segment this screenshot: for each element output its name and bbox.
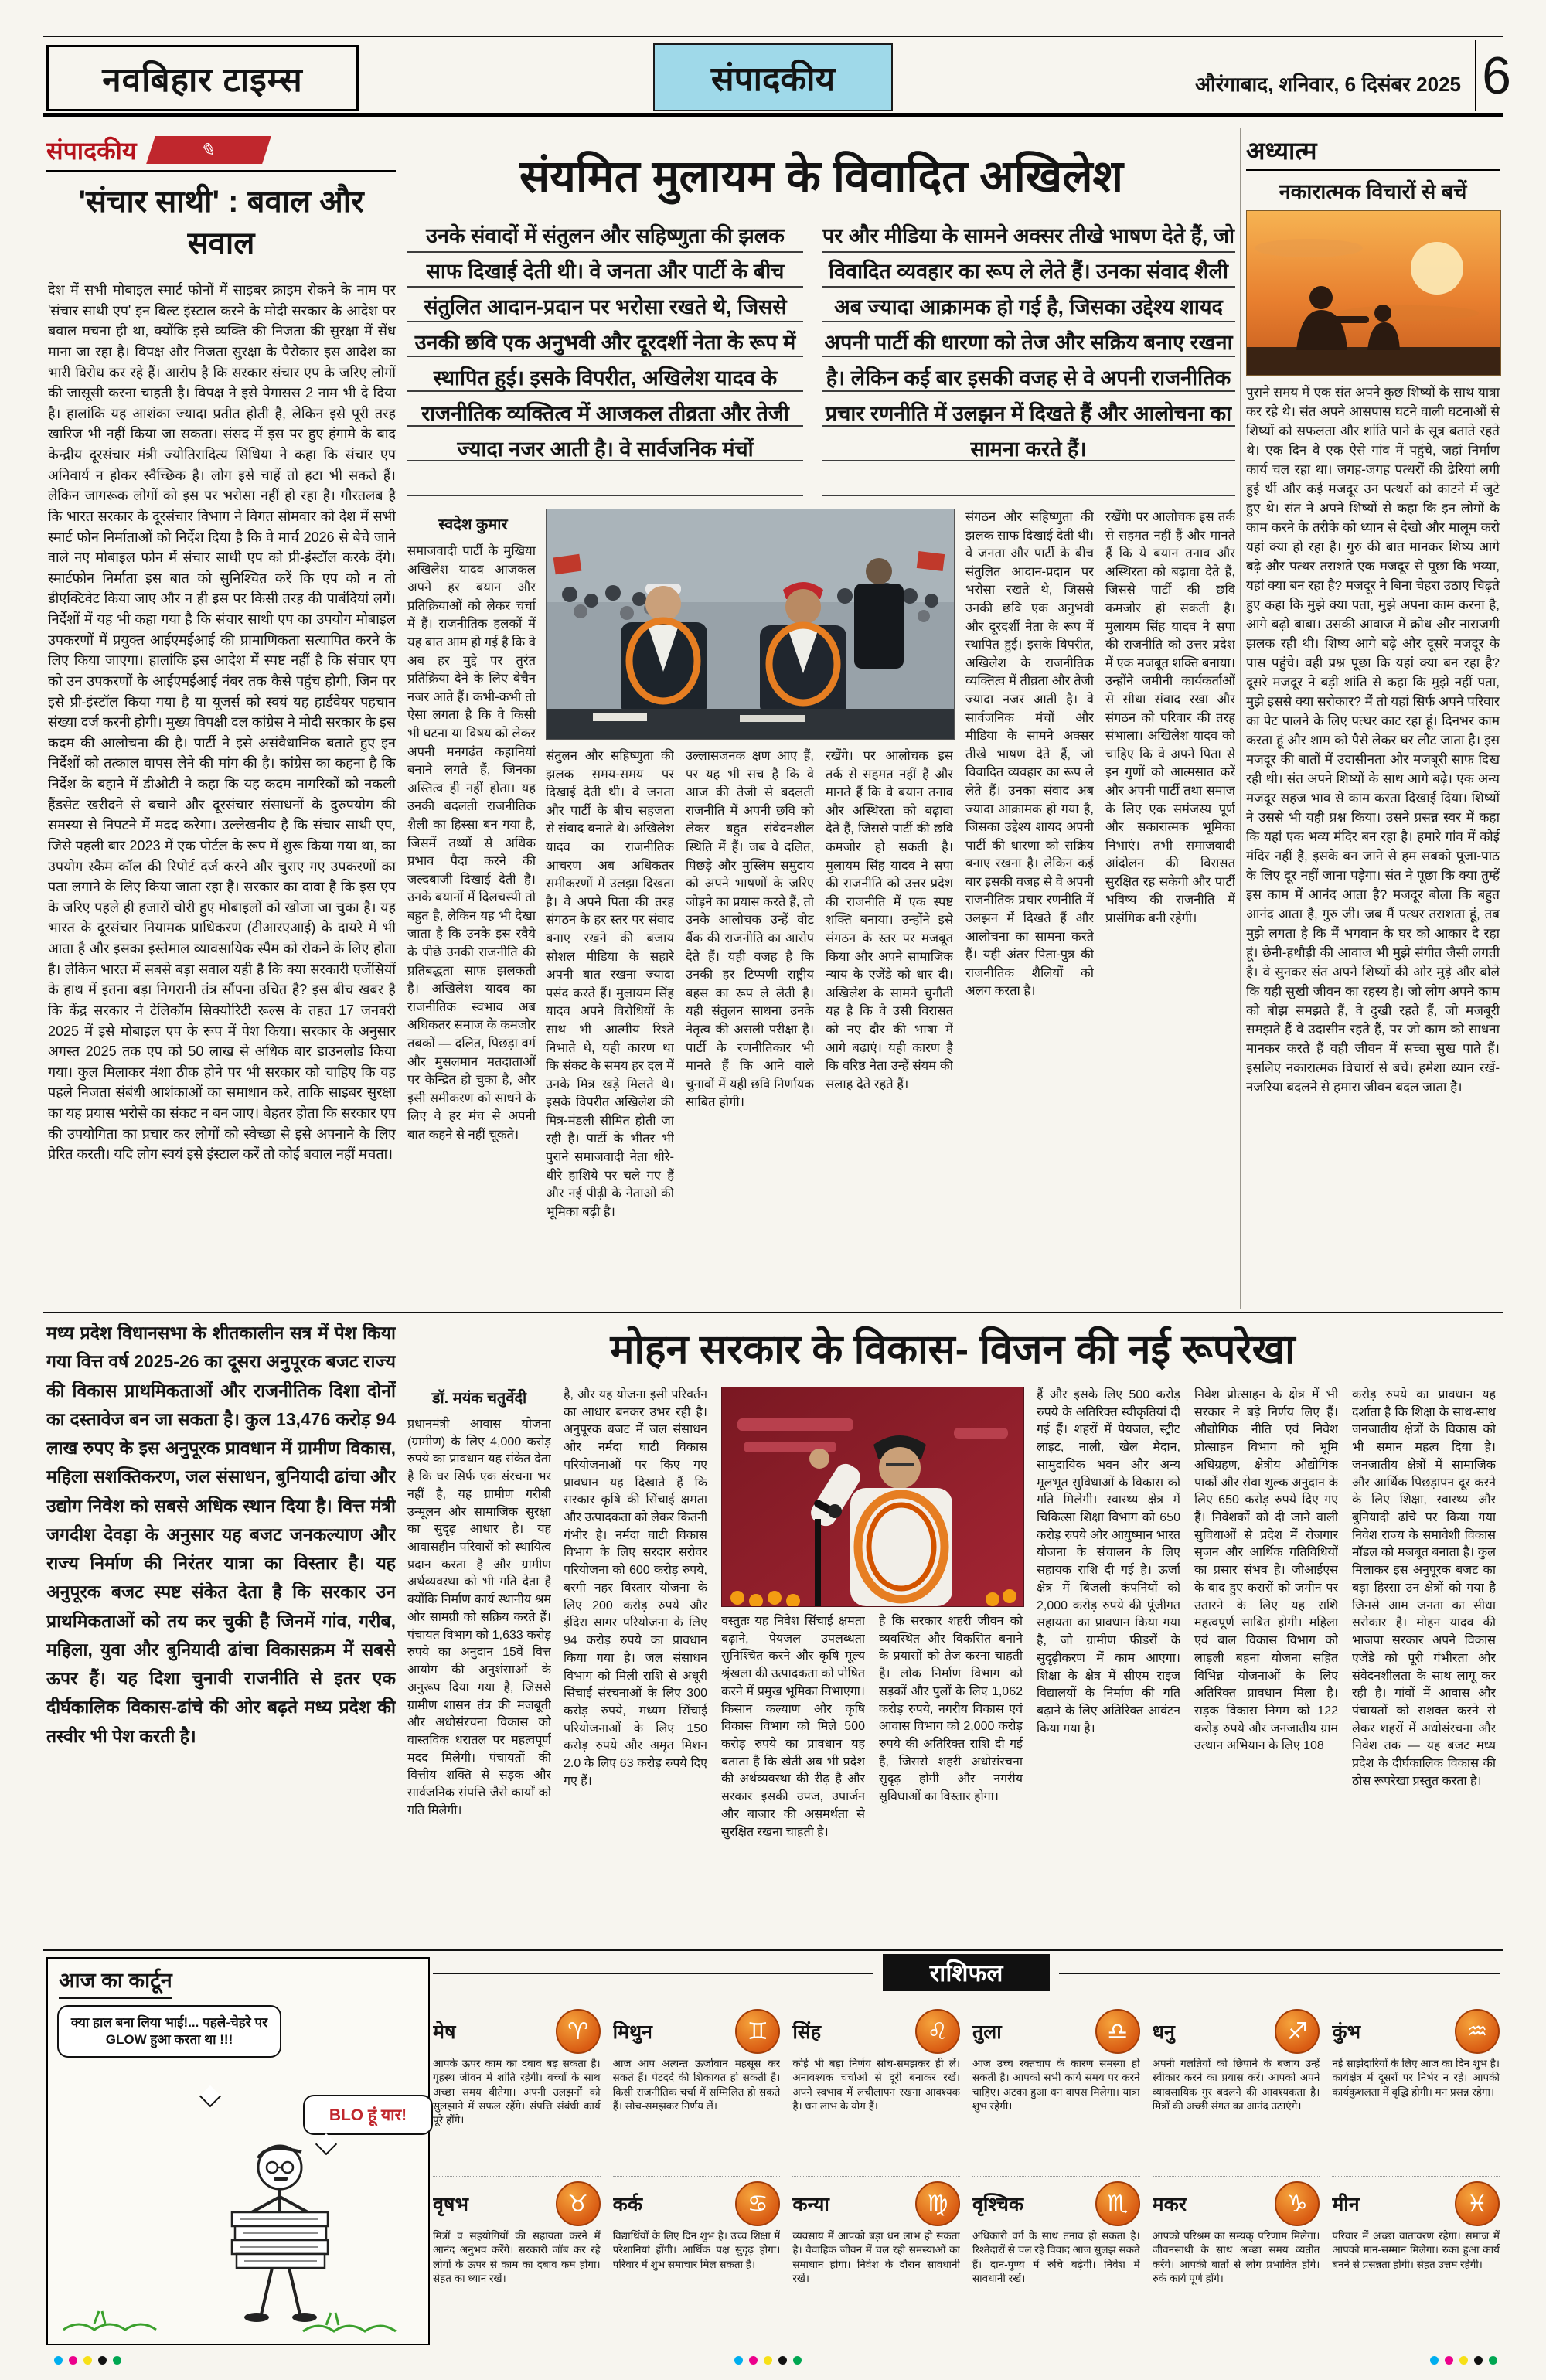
sign-text: आज उच्च रक्तचाप के कारण समस्या हो सकती है। आपको सभी कार्य समय पर करने चाहिए। अटका हुआ धन वापस मिलेगा। यात्रा शुभ रहेगी। bbox=[972, 2058, 1140, 2113]
pencil-icon: ✎ bbox=[146, 136, 271, 164]
leo-icon: ♌ bbox=[915, 2009, 960, 2054]
sunset-photo bbox=[1246, 210, 1501, 376]
mohan-byline: डॉ. मयंक चतुर्वेदी bbox=[431, 1390, 527, 1407]
article-column-3: उल्लासजनक क्षण आए हैं, पर यह भी सच है कि वे आज की तेजी से बदलती राजनीति में अपनी छवि को लेकर बहुत संवेदनशील स्थिति में हैं। जब वे दलित, पिछड़े और मुस्लिम समुदाय को अपने भाषणों के जरिए जोड़ने का प्रयास करते हैं, तो उनके आलोचक उन्हें वोट बैंक की राजनीति का आरोप देते हैं। यही वजह है कि उनकी हर टिप्पणी राष्ट्रीय बहस का रूप ले लेती है। यही संतुलन साधना उनके नेतृत्व की असली परीक्षा है। पार्टी के रणनीतिकार भी मानते हैं कि आने वाले चुनावों में यही छवि निर्णायक साबित होगी। bbox=[686, 749, 814, 1110]
masthead bbox=[46, 45, 359, 111]
sign-name: वृश्चिक bbox=[972, 2194, 1024, 2215]
mohan-column-7: करोड़ रुपये का प्रावधान यह दर्शाता है कि शिक्षा के साथ-साथ जनजातीय क्षेत्रों के विकास को भी समान महत्व दिया है। जनजातीय क्षेत्रों में सामाजिक और आर्थिक पिछड़ापन दूर करने के लिए शिक्षा, स्वास्थ्य और बुनियादी ढांचे पर किया गया निवेश राज्य के समावेशी विकास मॉडल को मजबूत बनाता है। कुल मिलाकर इस अनुपूरक बजट का बड़ा हिस्सा उन क्षेत्रों को गया है जिनसे आम जनता का सीधा सरोकार है। मोहन यादव की भाजपा सरकार अपने विकास एजेंडे को पूरी गंभीरता और संवेदनशीलता के साथ लागू कर रही है। गांवों में आवास और पंचायतों को सशक्त करने से लेकर शहरों में अधोसंरचना और निवेश तक — यह बजट मध्य प्रदेश के दीर्घकालिक विकास की ठोस रूपरेखा प्रस्तुत करता है। bbox=[1352, 1388, 1496, 1788]
main-intro-left: उनके संवादों में संतुलन और सहिष्णुता की झलक साफ दिखाई देती थी। वे जनता और पार्टी के बीच संतुलित आदान-प्रदान पर भरोसा रखते थे, जिससे उनकी छवि एक अनुभवी और दूरदर्शी नेता के रूप में स्थापित हुई। इसके विपरीत, अखिलेश यादव के राजनीतिक व्यक्तित्व में आजकल तीव्रता और तेजी ज्यादा नजर आती है। वे सार्वजनिक मंचों bbox=[407, 218, 803, 502]
mohan-photo-illustration bbox=[722, 1387, 1023, 1606]
rally-photo-illustration bbox=[547, 509, 954, 739]
section-divider bbox=[43, 1312, 1503, 1313]
cartoon-box bbox=[46, 1957, 430, 2345]
header-rule bbox=[43, 113, 1503, 121]
main-headline: संयमित मुलायम के विवादित अखिलेश bbox=[519, 152, 1123, 202]
speech-bubble-1: क्या हाल बना लिया भाई!... पहले-चेहरे पर GLOW हुआ करता था !!! bbox=[57, 2005, 281, 2058]
sign-text: परिवार में अच्छा वातावरण रहेगा। समाज में आपको मान-सम्मान मिलेगा। रुका हुआ कार्य बनने से प्रसन्नता होगी। सेहत उत्तम रहेगी। bbox=[1332, 2230, 1500, 2270]
cartoon-illustration bbox=[48, 2075, 425, 2341]
sign-text: विद्यार्थियों के लिए दिन शुभ है। उच्च शिक्षा में परेशानियां होंगी। आर्थिक पक्ष सुदृढ़ होगा। परिवार में शुभ समाचार मिल सकता है। bbox=[612, 2230, 781, 2270]
sunset-photo-illustration bbox=[1247, 211, 1500, 375]
section-banner-label: संपादकीय bbox=[710, 60, 836, 98]
sign-text: मित्रों व सहयोगियों की सहायता करने में आनंद अनुभव करेंगे। सरकारी जॉब कर रहे लोगों के ऊपर से काम का दबाव कम होगा। सेहत का ध्यान रखें। bbox=[433, 2230, 601, 2285]
sagittarius-icon: ♐ bbox=[1275, 2009, 1320, 2054]
zodiac-meen bbox=[1332, 2176, 1500, 2342]
sign-text: कोई भी बड़ा निर्णय सोच-समझकर ही लें। अनावश्यक चर्चाओं से दूरी बनाकर रखें। अपने स्वभाव में लचीलापन रखना आवश्यक है। धन लाभ के योग हैं। bbox=[792, 2058, 960, 2113]
mohan-column-2: है, और यह योजना इसी परिवर्तन का आधार बनकर उभर रही है। अनुपूरक बजट में जल संसाधन और नर्मदा घाटी विकास परियोजनाओं पर किए गए प्रावधान यह दिखाते हैं कि सरकार कृषि की सिंचाई क्षमता और उत्पादकता को लेकर कितनी गंभीर है। नर्मदा घाटी विकास विभाग के लिए सरदार सरोवर परियोजना को 600 करोड़ रुपये, बरगी नहर विस्तार योजना के लिए 200 करोड़ रुपये और इंदिरा सागर परियोजना के लिए 94 करोड़ रुपये का प्रावधान किया गया है। जल संसाधन विभाग को मिली राशि से अधूरी सिंचाई संरचनाओं के लिए 300 करोड़ रुपये, मध्यम सिंचाई परियोजनाओं के लिए 150 करोड़ रुपये और अमृत मिशन 2.0 के लिए 63 करोड़ रुपये दिए गए हैं। bbox=[564, 1388, 707, 1788]
section-banner bbox=[653, 43, 893, 111]
sign-name: कर्क bbox=[612, 2194, 643, 2215]
horoscope-title: राशिफल bbox=[883, 1954, 1050, 1991]
libra-icon: ♎ bbox=[1095, 2009, 1140, 2054]
zodiac-kanya bbox=[792, 2176, 960, 2342]
editorial-label-text: संपादकीय bbox=[46, 136, 137, 165]
mohan-headline: मोहन सरकार के विकास- विजन की नई रूपरेखा bbox=[610, 1327, 1296, 1372]
sign-text: नई साझेदारियों के लिए आज का दिन शुभ है। कार्यक्षेत्र में दूसरों पर निर्भर न रहें। आपकी कार्यकुशलता में वृद्धि होगी। मन प्रसन्न रहेगा। bbox=[1332, 2058, 1500, 2098]
sign-name: कन्या bbox=[792, 2194, 829, 2215]
page-number: 6 bbox=[1475, 40, 1517, 111]
zodiac-makar bbox=[1153, 2176, 1320, 2342]
mohan-photo bbox=[721, 1387, 1024, 1607]
cancer-icon: ♋ bbox=[735, 2181, 780, 2226]
sign-text: आपके ऊपर काम का दबाव बढ़ सकता है। गृहस्थ जीवन में शांति रहेगी। बच्चों के साथ अच्छा समय बीतेगा। अपनी उलझनों को सुलझाने में सफल रहेंगे। संपत्ति संबंधी कार्य पूरे होंगे। bbox=[433, 2058, 601, 2126]
spiritual-body: पुराने समय में एक संत अपने कुछ शिष्यों के साथ यात्रा कर रहे थे। संत अपने आसपास घटने वाली घटनाओं से शिष्यों को सफलता और शांति पाने के सूत्र बताते रहते थे। एक दिन वे एक ऐसे गांव में पहुंचे, जहां निर्माण कार्य चल रहा था। जगह-जगह पत्थरों की ढेरियां लगी हुई थीं और कई मजदूर उन पत्थरों को काटने में जुटे हुए थे। संत ने अपने शिष्यों से कहा कि इन लोगों के काम करने के तरीके को ध्यान से देखो और मालूम करो यहां क्या हो रहा है। गुरु की बात मानकर शिष्य आगे बढ़े और पत्थर तराशते एक मजदूर से पूछा कि भय्या, यहां क्या बन रहा है? मजदूर ने बिना चेहरा उठाए चिढ़ते हुए कहा कि मुझे क्या पता, मुझे अपना काम करना है, आगे बढ़ो बाबा। उसकी आवाज में क्रोध और नाराजगी झलक रही थी। शिष्य आगे बढ़े और दूसरे मजदूर के पास पहुंचे। वही प्रश्न पूछा कि यहां क्या बन रहा है? दूसरे मजदूर ने बड़ी शांति से कहा कि मुझे नहीं पता, मुझे इससे क्या सरोकार? मैं तो यहां सिर्फ अपने परिवार का पेट पालने के लिए पत्थर काट रहा हूं। दिनभर काम करता हूं और शाम को पैसे लेकर घर लौट जाता है। इस मजदूर की बातों में उदासीनता और मजबूरी साफ दिख रही थी। संत अपने शिष्यों के साथ आगे बढ़े। एक अन्य मजदूर सहज भाव से काम करता दिखाई दिया। शिष्यों ने उससे भी यही प्रश्न किया। उसने प्रसन्न स्वर में कहा कि यहां एक भव्य मंदिर बन रहा है। हमारे गांव में कोई मंदिर नहीं है, इसके बन जाने से हम सबको पूजा-पाठ के लिए दूर नहीं जाना पड़ेगा। संत ने पूछा कि क्या तुम्हें इस काम में आनंद आता है? मजदूर बोला कि बहुत आनंद आता है, गुरु जी। जब मैं पत्थर तराशता हूं, तब मुझे लगता है कि मैं भगवान के घर को आकार दे रहा हूं। छेनी-हथौड़ी की आवाज भी मुझे संगीत जैसी लगती है। वे सुनकर संत अपने शिष्यों की ओर मुड़े और बोले कि यही सुखी जीवन का रहस्य है। जो लोग अपने काम को बोझ समझते हैं, वे दुखी रहते हैं, जो मजबूरी समझते हैं वे उदासीन रहते हैं, पर जो काम को साधना मानकर करते हैं वही जीवन में सच्चा सुख पाते हैं। इसलिए नकारात्मक विचारों से बचें। हमेशा ध्यान रखें- नजरिया बदलने से हमारा जीवन बदल जाता है। bbox=[1246, 385, 1500, 1095]
zodiac-singh bbox=[792, 2004, 960, 2170]
article-column-1: समाजवादी पार्टी के मुखिया अखिलेश यादव आजकल अपने हर बयान और प्रतिक्रियाओं को लेकर चर्चा में हैं। राजनीतिक हलकों में यह बात आम हो गई है कि वे अब हर मुद्दे पर तुरंत प्रतिक्रिया देने के लिए बेचैन नजर आते हैं। कभी-कभी तो ऐसा लगता है कि वे किसी भी घटना या विषय को लेकर अपनी मनगढ़ंत कहानियां बनाने लगते हैं, जिनका अस्तित्व ही नहीं होता। यह उनकी बदलती राजनीतिक शैली का हिस्सा बन गया है, जिसमें तथ्यों से अधिक प्रभाव पैदा करने की जल्दबाजी दिखाई देती है। उनके बयानों में दिलचस्पी तो बहुत है, लेकिन यह भी देखा जाता है कि उनके इस रवैये के पीछे उनकी राजनीति की प्रतिबद्धता साफ झलकती है। अखिलेश यादव का राजनीतिक स्वभाव अब अधिकतर समाज के कमजोर तबकों — दलित, पिछड़ा वर्ग और मुसलमान मतदाताओं पर केन्द्रित हो चुका है, और इसी समीकरण को साधने के लिए वे हर मंच से अपनी बात कहने से नहीं चूकते। bbox=[407, 544, 536, 1142]
sign-text: व्यवसाय में आपको बड़ा धन लाभ हो सकता है। वैवाहिक जीवन में चल रही समस्याओं का समाधान होगा। निवेश के दौरान सावधानी रखें। bbox=[792, 2230, 960, 2285]
top-rule bbox=[43, 36, 1503, 37]
zodiac-dhanu bbox=[1153, 2004, 1320, 2170]
sign-text: आज आप अत्यन्त ऊर्जावान महसूस कर सकते हैं। पेटदर्द की शिकायत हो सकती है। किसी राजनीतिक चर्चा में सम्मिलित हो सकते हैं। सोच-समझकर निर्णय लें। bbox=[612, 2058, 781, 2113]
virgo-icon: ♍ bbox=[915, 2181, 960, 2226]
sign-name: मिथुन bbox=[612, 2021, 652, 2043]
left-article-body: देश में सभी मोबाइल स्मार्ट फोनों में साइबर क्राइम रोकने के नाम पर 'संचार साथी एप' इन बिल्ट इंस्टाल करने के मोदी सरकार के आदेश पर बवाल मचना ही था, क्योंकि इसे व्यक्ति की निजता की सुरक्षा में सेंध माना जा रहा है। विपक्ष और निजता सुरक्षा के पैरोकार इस आदेश का भारी विरोध कर रहे हैं। आरोप है कि सरकार संचार एप के जरिए लोगों की जासूसी करना चाहती है। विपक्ष ने इसे पेगासस 2 नाम भी दे दिया है। हालांकि यह आशंका ज्यादा प्रतीत होती है, लेकिन इसे पूरी तरह खारिज भी नहीं किया जा सकता। संसद में इस पर हुए हंगामे के बाद केन्द्रीय दूरसंचार मंत्री ज्योतिरादित्य सिंधिया ने कहा कि संचार एप अनिवार्य न होकर स्वैच्छिक है। लोग इसे चाहें तो हटा भी सकते हैं। लेकिन जागरूक लोगों को इस पर भरोसा नहीं हो रहा है। गौरतलब है कि भारत सरकार के दूरसंचार विभाग ने विगत सोमवार को देश में सभी स्मार्ट फोन निर्माताओं को निर्देश दिया है कि वे मार्च 2026 से बेचे जाने वाले नए मोबाइल फोन में संचार साथी एप को प्री-इंस्टॉल करके देंगे। स्मार्टफोन निर्माता इस बात को सुनिश्चित करें कि एप को न तो डीएक्टिवेट किया जाए और न ही इस पर किसी तरह की पाबंदियां लगें। निर्देशों में यह भी कहा गया है कि संचार साथी एप का उपयोग मोबाइल उपकरणों में प्रयुक्त आईएमईआई की प्रामाणिकता सत्यापित करने के लिए किया जाएगा। हालांकि इस आदेश में स्पष्ट नहीं है कि संचार एप को उन उपकरणों के आईएमईआई नंबर तक कैसे पहुंच होगी, जिन पर इसे प्री-इंस्टॉल किया गया है या यूजर्स को स्वयं यह हार्डवेयर पहचान संख्या दर्ज करनी होगी। मुख्य विपक्षी दल कांग्रेस ने मोदी सरकार के इस कदम की आलोचना की है। पार्टी ने इसे असंवैधानिक बताते हुए इन निर्देशों को तत्काल वापस लेने की मांग की है। कांग्रेस का कहना है कि निर्देश के बहाने में डीओटी ने कहा कि यह कदम नागरिकों को नकली हैंडसेट खरीदने से बचाने और दूरसंचार संसाधनों के दुरुपयोग की समस्या से निपटने में मदद करेगा। उल्लेखनीय है कि संचार साथी एप, जिसे पहली बार 2023 में एक पोर्टल के रूप में शुरू किया गया था, का उपयोग स्कैम कॉल की रिपोर्ट दर्ज करने और चुराए गए उपकरणों का पता लगाने के लिए किया जाता रहा है। सरकार का दावा है कि इस एप के जरिए पहले ही हजारों चोरी हुए मोबाइलों को खोजा जा चुका है। यह भारत के दूरसंचार नियामक प्राधिकरण (टीआरएआई) के दायरे में भी आता है और इसका इस्तेमाल व्यावसायिक स्पैम को रोकने के लिए होता है। लेकिन भारत में सबसे बड़ा सवाल यही है कि क्या सरकारी एजेंसियों के हाथ में इतना बड़ा निगरानी तंत्र सौंपना उचित है? इस बीच खबर है कि केंद्र सरकार ने टेलिकॉम सिक्योरिटी रूल्स के तहत 17 जनवरी 2025 में इसे मोबाइल एप के रूप में पेश किया। सरकार के अनुसार अगस्त 2025 तक एप को 50 लाख से अधिक बार डाउनलोड किया गया। कुल मिलाकर मंशा ठीक होने पर भी सरकार को चाहिए कि वह पहले निजता संबंधी आशंकाओं का समाधान करे, ताकि साइबर सुरक्षा का यह प्रयास भरोसे का संकट न बन जाए। बेहतर होता कि सरकार एप की उपयोगिता का प्रचार कर लोगों को स्वेच्छा से इसे अपनाने के लिए प्रेरित करती। यदि लोग स्वयं इसे इंस्टाल करें तो कोई बवाल नहीं मचता। bbox=[48, 282, 396, 1163]
left-article-title: 'संचार साथी' : बवाल और सवाल bbox=[78, 185, 364, 260]
zodiac-mithun bbox=[613, 2004, 781, 2170]
print-registration-dots bbox=[1430, 2356, 1497, 2365]
section-divider bbox=[43, 1949, 1503, 1951]
column-divider bbox=[1240, 128, 1241, 1309]
sign-name: मीन bbox=[1332, 2194, 1360, 2215]
zodiac-kark bbox=[613, 2176, 781, 2342]
speech-bubble-2: BLO हूं यार! bbox=[303, 2095, 433, 2135]
spiritual-title: नकारात्मक विचारों से बचें bbox=[1279, 180, 1467, 203]
main-byline: स्वदेश कुमार bbox=[438, 516, 508, 533]
sign-name: मेष bbox=[433, 2021, 456, 2043]
sign-text: आपको परिश्रम का सम्यक् परिणाम मिलेगा। जीवनसाथी के साथ अच्छा समय व्यतीत करेंगे। आपकी बातों से लोग प्रभावित होंगे। रुके कार्य पूर्ण होंगे। bbox=[1152, 2230, 1320, 2285]
mohan-column-5: हैं और इसके लिए 500 करोड़ रुपये के अतिरिक्त स्वीकृतियां दी गई हैं। शहरों में पेयजल, स्ट्रीट लाइट, नाली, खेल मैदान, सामुदायिक भवन और अन्य मूलभूत सुविधाओं के विकास को गति मिलेगी। स्वास्थ्य क्षेत्र में चिकित्सा शिक्षा विभाग को 650 करोड़ रुपये और आयुष्मान भारत योजना के संचालन के लिए सहायक राशि दी गई है। ऊर्जा क्षेत्र में बिजली कंपनियों को 2,000 करोड़ रुपये की पूंजीगत सहायता का प्रावधान किया गया है, जो ग्रामीण फीडरों के सुदृढ़ीकरण में काम आएगा। शिक्षा के क्षेत्र में सीएम राइज विद्यालयों के निर्माण की गति बढ़ाने के लिए अतिरिक्त आवंटन किया गया है। bbox=[1037, 1388, 1180, 1735]
mohan-column-1: प्रधानमंत्री आवास योजना (ग्रामीण) के लिए 4,000 करोड़ रुपये का प्रावधान यह संकेत देता है कि घर सिर्फ एक संरचना भर नहीं है, यह ग्रामीण गरीबी उन्मूलन और सामाजिक सुरक्षा का सुदृढ़ आधार है। यह आवासहीन परिवारों को स्थायित्व प्रदान करता है और ग्रामीण अर्थव्यवस्था को भी गति देता है क्योंकि निर्माण कार्य स्थानीय श्रम और सामग्री को सक्रिय करते हैं। पंचायत विभाग को 1,633 करोड़ रुपये का अनुदान 15वें वित्त आयोग की अनुशंसाओं के अनुरूप दिया गया है, जिससे ग्रामीण शासन तंत्र की मजबूती और अधोसंरचना विकास को वास्तविक धरातल पर महत्वपूर्ण मदद मिलेगी। पंचायतों की वित्तीय शक्ति से सड़क और सार्वजनिक संपत्ति जैसे कार्यों को गति मिलेगी। bbox=[407, 1418, 551, 1817]
zodiac-vrishchik bbox=[972, 2176, 1140, 2342]
mohan-column-4: है कि सरकार शहरी जीवन को व्यवस्थित और विकसित बनाने के प्रयासों को तेज करना चाहती है। लोक निर्माण विभाग को सड़कों और पुलों के लिए 1,062 करोड़ रुपये, नगरीय विकास एवं आवास विभाग को 2,000 करोड़ रुपये की अतिरिक्त राशि दी गई है, जिससे शहरी अधोसंरचना सुदृढ़ होगी और नगरीय सुविधाओं का विस्तार होगा। bbox=[879, 1615, 1023, 1804]
editorial-section-label bbox=[46, 130, 396, 172]
sign-name: कुंभ bbox=[1332, 2021, 1361, 2043]
taurus-icon: ♉ bbox=[556, 2181, 601, 2226]
print-registration-dots bbox=[734, 2356, 802, 2365]
sign-name: वृषभ bbox=[433, 2194, 468, 2215]
sign-name: सिंह bbox=[792, 2021, 821, 2043]
sign-name: धनु bbox=[1152, 2021, 1175, 2043]
scorpio-icon: ♏ bbox=[1095, 2181, 1140, 2226]
mohan-left-highlight: मध्य प्रदेश विधानसभा के शीतकालीन सत्र में पेश किया गया वित्त वर्ष 2025-26 का दूसरा अनुपूरक बजट राज्य की विकास प्राथमिकताओं और राजनीतिक दिशा दोनों का दस्तावेज बन जा सकता है। कुल 13,476 करोड़ 94 लाख रुपए के इस अनुपूरक प्रावधान में ग्रामीण विकास, महिला सशक्तिकरण, जल संसाधन, बुनियादी ढांचा और उद्योग निवेश को सबसे अधिक स्थान दिया है। वित्त मंत्री जगदीश देवड़ा के अनुसार यह बजट जनकल्याण और राज्य निर्माण की निरंतर यात्रा का विस्तार है। यह अनुपूरक बजट स्पष्ट संकेत देता है कि सरकार उन प्राथमिकताओं को तय कर चुकी है जिनमें गांव, गरीब, महिला, युवा और बुनियादी ढांचा विकासक्रम में सबसे ऊपर हैं। यह दिशा चुनावी राजनीति से इतर एक दीर्घकालिक विकास-ढांचे की ओर बढ़ते मध्य प्रदेश की तस्वीर भी पेश करती है। bbox=[46, 1323, 396, 1746]
masthead-title: नवबिहार टाइम्स bbox=[102, 61, 303, 99]
horoscope-grid bbox=[433, 2004, 1500, 2342]
article-column-5: संगठन और सहिष्णुता की झलक साफ दिखाई देती थी। वे जनता और पार्टी के बीच संतुलित आदान-प्रदान पर भरोसा रखते थे, जिससे उनकी छवि एक अनुभवी और दूरदर्शी नेता के रूप में स्थापित हुई। इसके विपरीत, अखिलेश के राजनीतिक व्यक्तित्व में तीव्रता और तेजी ज्यादा नजर आती है। वे सार्वजनिक मंचों और मीडिया के सामने अक्सर तीखे भाषण देते हैं, जो विवादित व्यवहार का रूप ले लेते हैं। उनका संवाद अब ज्यादा आक्रामक हो गया है, जिसका उद्देश्य शायद अपनी पार्टी की धारणा को सक्रिय बनाए रखना है। लेकिन कई बार इसकी वजह से वे अपनी राजनीतिक प्रचार रणनीति में उलझन में दिखते हैं और आलोचना का सामना करते हैं। यही अंतर पिता-पुत्र की राजनीतिक शैलियों को अलग करता है। bbox=[965, 510, 1094, 999]
sign-text: अपनी गलतियों को छिपाने के बजाय उन्हें स्वीकार करने का प्रयास करें। आपको अपने व्यावसायिक गुर बदलने की आवश्यकता है। मित्रों की अच्छी संगत का आनंद उठाएंगे। bbox=[1152, 2058, 1320, 2113]
zodiac-kumbh bbox=[1332, 2004, 1500, 2170]
aries-icon: ♈ bbox=[556, 2009, 601, 2054]
main-intro-right: पर और मीडिया के सामने अक्सर तीखे भाषण देते हैं, जो विवादित व्यवहार का रूप ले लेते हैं। उनका संवाद शैली अब ज्यादा आक्रामक हो गई है, जिसका उद्देश्य शायद अपनी पार्टी की धारणा को तेज और सक्रिय बनाए रखना है। लेकिन कई बार इसकी वजह से वे अपनी राजनीतिक प्रचार रणनीति में उलझन में दिखते हैं और आलोचना का सामना करते हैं। bbox=[822, 218, 1235, 502]
print-registration-dots bbox=[54, 2356, 121, 2365]
article-column-2: संतुलन और सहिष्णुता की झलक समय-समय पर दिखाई देती थी। वे जनता और पार्टी के बीच सहजता से संवाद बनाते थे। अखिलेश यादव का राजनीतिक आचरण अब अधिकतर समीकरणों में उलझा दिखता है। वे अपने पिता की तरह संगठन के हर स्तर पर संवाद बनाए रखने की बजाय सोशल मीडिया के सहारे अपनी बात रखना ज्यादा पसंद करते हैं। मुलायम सिंह यादव अपने विरोधियों के साथ भी आत्मीय रिश्ते निभाते थे, यही कारण था कि संकट के समय हर दल में उनके मित्र खड़े मिलते थे। इसके विपरीत अखिलेश की मित्र-मंडली सीमित होती जा रही है। पार्टी के भीतर भी पुराने समाजवादी नेता धीरे-धीरे हाशिये पर चले गए हैं और नई पीढ़ी के नेताओं की भूमिका बढ़ी है। bbox=[546, 749, 674, 1219]
rally-photo bbox=[546, 509, 955, 740]
article-column-4: रखेंगे। पर आलोचक इस तर्क से सहमत नहीं हैं और मानते हैं कि वे बयान तनाव और अस्थिरता को बढ़ावा देते हैं, जिससे पार्टी की छवि कमजोर हो सकती है। मुलायम सिंह यादव ने सपा की राजनीति को उत्तर प्रदेश की राजनीति में एक स्पष्ट शक्ति बनाया। उन्होंने इसे संगठन के स्तर पर मजबूत किया और अपने सामाजिक न्याय के एजेंडे को धार दी। अखिलेश के सामने चुनौती यह है कि वे उसी विरासत को नए दौर की भाषा में आगे बढ़ाएं। यही कारण है कि वरिष्ठ नेता उन्हें संयम की सलाह देते रहते हैं। bbox=[826, 749, 953, 1091]
pisces-icon: ♓ bbox=[1455, 2181, 1500, 2226]
article-column-6: रखेंगे! पर आलोचक इस तर्क से सहमत नहीं हैं और मानते हैं कि ये बयान तनाव और अस्थिरता को बढ़ावा देते हैं, जिससे पार्टी की छवि कमजोर हो सकती है। मुलायम सिंह यादव ने सपा की राजनीति को उत्तर प्रदेश में एक मजबूत शक्ति बनाया। उन्होंने जमीनी कार्यकर्ताओं से सीधा संवाद रखा और संगठन को परिवार की तरह संभाला। अखिलेश यादव को चाहिए कि वे अपने पिता से इन गुणों को आत्मसात करें और अपनी पार्टी तथा समाज के लिए एक समंजस्य पूर्ण और सकारात्मक भूमिका निभाएं। तभी समाजवादी आंदोलन की विरासत सुरक्षित रह सकेगी और पार्टी भविष्य की राजनीति में प्रासंगिक बनी रहेगी। bbox=[1105, 510, 1235, 926]
sign-text: अधिकारी वर्ग के साथ तनाव हो सकता है। रिश्तेदारों से चल रहे विवाद आज सुलझ सकते हैं। दान-पुण्य में रुचि बढ़ेगी। निवेश में सावधानी रखें। bbox=[972, 2230, 1140, 2285]
zodiac-tula bbox=[972, 2004, 1140, 2170]
gemini-icon: ♊ bbox=[735, 2009, 780, 2054]
horoscope-rule bbox=[433, 1973, 873, 1974]
sign-name: तुला bbox=[972, 2021, 1002, 2043]
spiritual-section-label: अध्यात्म bbox=[1246, 131, 1500, 171]
sign-name: मकर bbox=[1152, 2194, 1187, 2215]
zodiac-vrishabh bbox=[433, 2176, 601, 2342]
zodiac-mesh bbox=[433, 2004, 601, 2170]
horoscope-rule bbox=[1059, 1973, 1500, 1974]
mohan-column-3: वस्तुतः यह निवेश सिंचाई क्षमता बढ़ाने, पेयजल उपलब्धता सुनिश्चित करने और कृषि मूल्य श्रृंखला की उत्पादकता को पोषित करने में प्रमुख भूमिका निभाएगा। किसान कल्याण और कृषि विकास विभाग को मिले 500 करोड़ रुपये का प्रावधान यह बताता है कि खेती अब भी प्रदेश की अर्थव्यवस्था की रीढ़ है और सरकार इसकी उपज, उपार्जन और बाजार की असमर्थता से सुरक्षित रखना चाहती है। bbox=[721, 1615, 865, 1839]
capricorn-icon: ♑ bbox=[1275, 2181, 1320, 2226]
aquarius-icon: ♒ bbox=[1455, 2009, 1500, 2054]
dateline: औरंगाबाद, शनिवार, 6 दिसंबर 2025 bbox=[1195, 73, 1461, 96]
mohan-column-6: निवेश प्रोत्साहन के क्षेत्र में भी सरकार ने बड़े निर्णय लिए हैं। औद्योगिक नीति एवं निवेश प्रोत्साहन विभाग को भूमि अधिग्रहण, क्षेत्रीय औद्योगिक पार्कों और सेवा शुल्क अनुदान के लिए 650 करोड़ रुपये दिए गए हैं। निवेशकों को दी जाने वाली सुविधाओं से प्रदेश में रोजगार सृजन और आर्थिक गतिविधियों का प्रसार संभव है। जीआईएस के बाद हुए करारों को जमीन पर उतारने के लिए यह राशि महत्वपूर्ण साबित होगी। महिला एवं बाल विकास विभाग को लाड़ली बहना योजना सहित विभिन्न योजनाओं के लिए अतिरिक्त प्रावधान मिला है। सड़क विकास निगम को 122 करोड़ रुपये और जनजातीय ग्राम उत्थान अभियान के लिए 108 bbox=[1194, 1388, 1338, 1753]
cartoon-title: आज का कार्टून bbox=[59, 1965, 172, 1999]
